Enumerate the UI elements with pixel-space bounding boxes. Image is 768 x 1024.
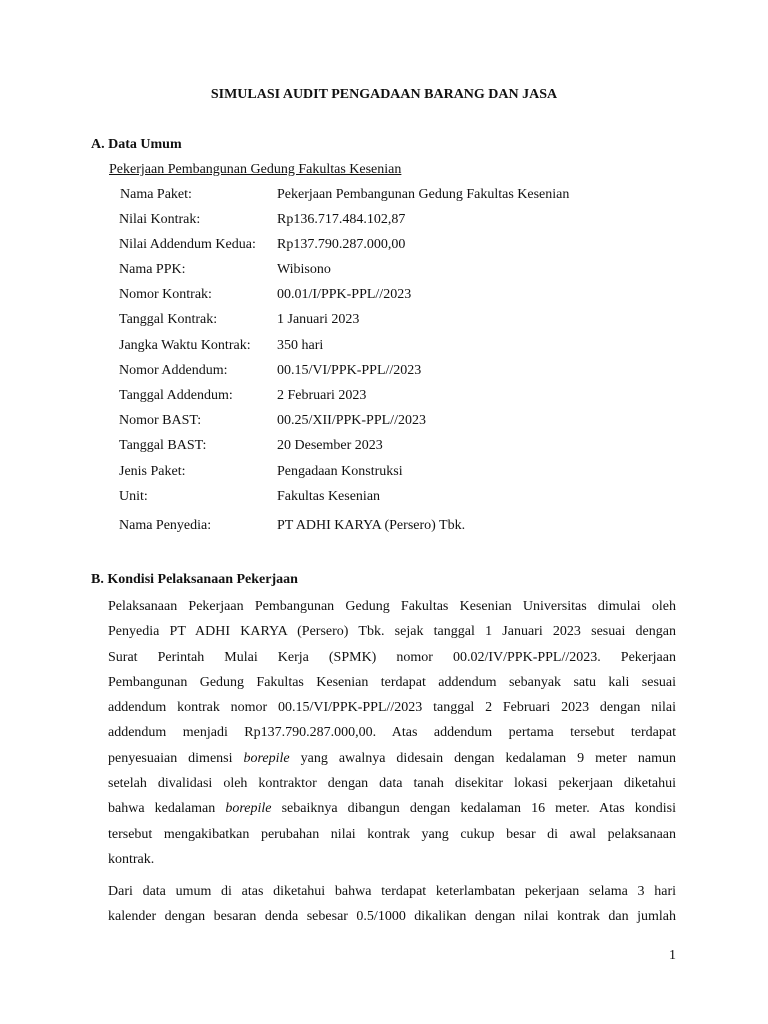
- text-run: bahwa kedalaman: [108, 801, 216, 817]
- document-title: SIMULASI AUDIT PENGADAAN BARANG DAN JASA: [210, 87, 558, 102]
- paragraph-line: Surat Perintah Mulai Kerja (SPMK) nomor 00.02/IV/PPK-PPL//2023. Pekerjaan: [108, 649, 676, 665]
- paragraph-line: kontrak.: [108, 851, 155, 867]
- row-label: Tanggal Addendum:: [119, 388, 233, 403]
- text-run: yang awalnya didesain dengan kedalaman 9 meter namun: [300, 750, 677, 766]
- text-run: penyesuaian dimensi: [108, 750, 233, 766]
- row-label: Jenis Paket:: [119, 464, 186, 479]
- row-label: Tanggal BAST:: [119, 438, 207, 453]
- paragraph-line: Pembangunan Gedung Fakultas Kesenian terdapat addendum sebanyak satu kali sesuai: [108, 674, 676, 690]
- row-value: Fakultas Kesenian: [277, 489, 381, 504]
- row-value: 00.15/VI/PPK-PPL//2023: [277, 363, 422, 378]
- italic-term: borepile: [243, 750, 290, 766]
- section-a-subheading: Pekerjaan Pembangunan Gedung Fakultas Kesenian: [109, 162, 402, 177]
- row-label: Nama Paket:: [120, 187, 192, 202]
- paragraph-line: Pelaksanaan Pekerjaan Pembangunan Gedung Fakultas Kesenian Universitas dimulai oleh: [108, 599, 676, 614]
- paragraph-line: Penyedia PT ADHI KARYA (Persero) Tbk. sejak tanggal 1 Januari 2023 sesuai dengan: [108, 624, 676, 640]
- paragraph-keterlambatan: [108, 879, 676, 930]
- row-label: Unit:: [119, 489, 148, 504]
- row-value: 20 Desember 2023: [277, 438, 383, 453]
- row-label: Nomor BAST:: [119, 413, 202, 428]
- row-value: Wibisono: [277, 262, 331, 277]
- row-label: Nilai Addendum Kedua:: [119, 237, 256, 252]
- row-value: Rp137.790.287.000,00: [277, 237, 406, 252]
- row-value: 2 Februari 2023: [277, 388, 367, 403]
- row-value: Pekerjaan Pembangunan Gedung Fakultas Kesenian: [277, 187, 570, 202]
- row-label: Nilai Kontrak:: [119, 212, 201, 227]
- row-value: PT ADHI KARYA (Persero) Tbk.: [277, 518, 466, 533]
- paragraph-line: setelah divalidasi oleh kontraktor dengan data tanah disekitar lokasi pekerjaan diketahui: [108, 776, 676, 792]
- row-value: Pengadaan Konstruksi: [277, 464, 403, 479]
- row-value: 1 Januari 2023: [277, 312, 360, 327]
- italic-term: borepile: [225, 801, 272, 817]
- page-number: 1: [669, 948, 676, 963]
- row-value: 350 hari: [277, 338, 324, 353]
- row-label: Nomor Addendum:: [119, 363, 228, 378]
- paragraph-line: [108, 746, 676, 771]
- row-label: Nama Penyedia:: [119, 518, 212, 533]
- paragraph-kondisi-pelaksanaan: [108, 594, 676, 872]
- row-label: Nomor Kontrak:: [119, 287, 212, 302]
- paragraph-line: tersebut mengakibatkan perubahan nilai kontrak yang cukup besar di awal pelaksanaan: [108, 826, 676, 842]
- section-b-heading: B. Kondisi Pelaksanaan Pekerjaan: [91, 572, 298, 587]
- row-value: Rp136.717.484.102,87: [277, 212, 406, 227]
- row-label: Nama PPK:: [119, 262, 186, 277]
- paragraph-line: [108, 796, 676, 821]
- row-label: Jangka Waktu Kontrak:: [119, 338, 251, 353]
- paragraph-line: addendum kontrak nomor 00.15/VI/PPK-PPL//2023 tanggal 2 Februari 2023 dengan nilai: [108, 700, 676, 716]
- row-value: 00.25/XII/PPK-PPL//2023: [277, 413, 426, 428]
- row-label: Tanggal Kontrak:: [119, 312, 218, 327]
- paragraph-line: kalender dengan besaran denda sebesar 0.5/1000 dikalikan dengan nilai kontrak dan jumlah: [108, 909, 676, 925]
- paragraph-line: addendum menjadi Rp137.790.287.000,00. Atas addendum pertama tersebut terdapat: [108, 725, 676, 741]
- paragraph-line: Dari data umum di atas diketahui bahwa terdapat keterlambatan pekerjaan selama 3 hari: [108, 884, 676, 899]
- row-value: 00.01/I/PPK-PPL//2023: [277, 287, 412, 302]
- text-run: sebaiknya dibangun dengan kedalaman 16 meter. Atas kondisi: [281, 801, 677, 817]
- section-a-heading: A. Data Umum: [91, 137, 182, 152]
